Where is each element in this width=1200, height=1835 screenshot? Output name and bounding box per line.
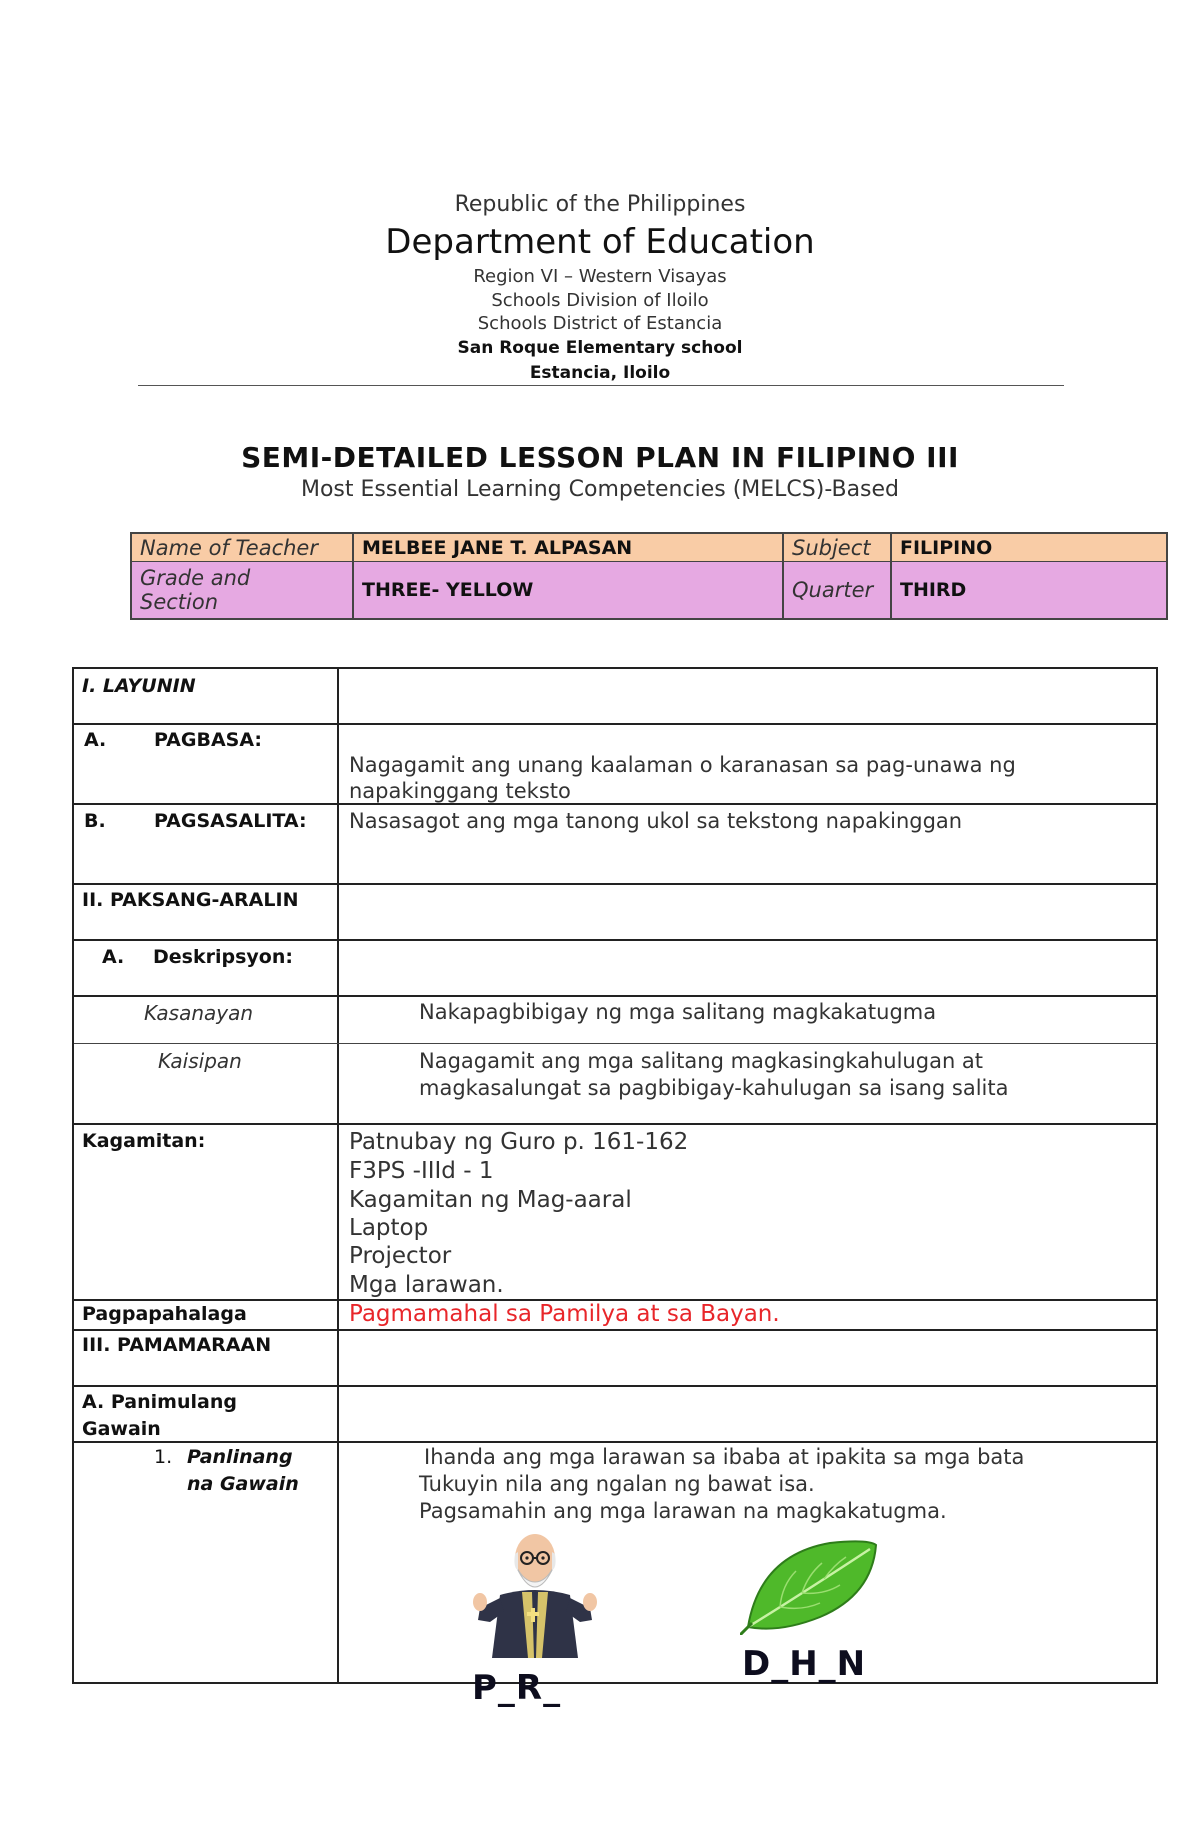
pagpapahalaga-label: Pagpapahalaga [82, 1303, 247, 1325]
subject-label-cell [784, 534, 892, 562]
row-divider [74, 803, 1156, 805]
panimulang-gawain-line2: Gawain [82, 1418, 161, 1440]
teacher-value-cell [354, 534, 784, 562]
row-divider [74, 939, 1156, 941]
paksang-aralin-heading: II. PAKSANG-ARALIN [82, 889, 299, 911]
kagamitan-item: Projector [349, 1243, 452, 1269]
pagbasa-label: PAGBASA: [154, 729, 263, 751]
activity-instruction-line3: Pagsamahin ang mga larawan na magkakatugma. [419, 1499, 947, 1523]
kagamitan-item: F3PS -IIId - 1 [349, 1158, 494, 1184]
subject-value-cell [892, 534, 1166, 562]
teacher-value: MELBEE JANE T. ALPASAN [362, 536, 633, 559]
lesson-plan-subtitle: Most Essential Learning Competencies (MELCS)-Based [300, 477, 900, 502]
pagpapahalaga-text: Pagmamahal sa Pamilya at sa Bayan. [349, 1301, 780, 1327]
panlinang-label-line2: na Gawain [187, 1473, 299, 1495]
pagbasa-letter: A. [84, 729, 107, 751]
kasanayan-text: Nakapagbibigay ng mga salitang magkakatugma [419, 1000, 937, 1024]
column-divider [337, 669, 339, 1682]
panlinang-number: 1. [154, 1446, 173, 1468]
grade-label-line1: Grade and [140, 566, 251, 590]
row-divider [74, 723, 1156, 725]
pamamaraan-heading: III. PAMAMARAAN [82, 1334, 272, 1356]
pagsasalita-letter: B. [84, 810, 106, 832]
school-name: San Roque Elementary school [457, 338, 743, 358]
word-puzzle-dahon: D_H_N [742, 1644, 867, 1684]
grade-label-cell [132, 562, 354, 618]
pagbasa-text-line2: napakinggang teksto [349, 779, 571, 803]
kagamitan-label: Kagamitan: [82, 1130, 206, 1152]
activity-instruction-line1: Ihanda ang mga larawan sa ibaba at ipakita sa mga bata [424, 1445, 1025, 1469]
kaisipan-text-line2: magkasalungat sa pagbibigay-kahulugan sa isang salita [419, 1076, 1009, 1100]
kagamitan-item: Kagamitan ng Mag-aaral [349, 1187, 632, 1213]
lesson-plan-title: SEMI-DETAILED LESSON PLAN IN FILIPINO III [241, 441, 959, 474]
quarter-label: Quarter [792, 578, 874, 602]
activity-instruction-line2: Tukuyin nila ang ngalan ng bawat isa. [419, 1472, 815, 1496]
layunin-heading: I. LAYUNIN [82, 675, 196, 697]
row-divider [74, 1385, 1156, 1387]
pagsasalita-label: PAGSASALITA: [154, 810, 307, 832]
leaf-illustration [740, 1535, 880, 1635]
grade-value: THREE- YELLOW [362, 579, 534, 601]
district-text: Schools District of Estancia [477, 313, 723, 334]
grade-value-cell [354, 562, 784, 618]
kasanayan-label: Kasanayan [144, 1001, 254, 1025]
kagamitan-item: Laptop [349, 1215, 429, 1241]
row-divider [74, 1441, 1156, 1443]
row-divider [74, 995, 1156, 997]
kagamitan-item: Patnubay ng Guro p. 161-162 [349, 1129, 689, 1155]
row-divider [74, 1123, 1156, 1125]
grade-label-line2: Section [140, 590, 219, 614]
subject-value: FILIPINO [900, 536, 993, 559]
division-text: Schools Division of Iloilo [491, 290, 709, 311]
kaisipan-label: Kaisipan [158, 1049, 242, 1073]
panimulang-gawain-line1: A. Panimulang [82, 1391, 237, 1413]
teacher-label-cell [132, 534, 354, 562]
region-text: Region VI – Western Visayas [473, 266, 727, 287]
deskripsyon-letter: A. [102, 946, 125, 968]
quarter-label-cell [784, 562, 892, 618]
kagamitan-item: Mga larawan. [349, 1272, 504, 1298]
quarter-value-cell [892, 562, 1166, 618]
deskripsyon-label: Deskripsyon: [153, 946, 293, 968]
row-divider [74, 1329, 1156, 1331]
panlinang-label-line1: Panlinang [187, 1446, 293, 1468]
school-location: Estancia, Iloilo [529, 363, 671, 383]
lesson-plan-table [72, 667, 1158, 1684]
row-divider [74, 883, 1156, 885]
teacher-info-table [130, 532, 1168, 620]
pagsasalita-text: Nasasagot ang mga tanong ukol sa tekstong napakinggan [349, 809, 963, 833]
word-puzzle-pari: P_R_ [472, 1668, 562, 1708]
quarter-value: THIRD [900, 579, 967, 601]
pagbasa-text-line1: Nagagamit ang unang kaalaman o karanasan sa pag-unawa ng [349, 753, 1016, 777]
row-divider [74, 1043, 1156, 1044]
teacher-label: Name of Teacher [140, 535, 318, 560]
priest-illustration [470, 1530, 600, 1660]
department-title: Department of Education [385, 222, 815, 262]
header-divider [138, 385, 1064, 386]
subject-label: Subject [792, 535, 871, 560]
kaisipan-text-line1: Nagagamit ang mga salitang magkasingkahulugan at [419, 1049, 984, 1073]
republic-text: Republic of the Philippines [454, 192, 746, 217]
